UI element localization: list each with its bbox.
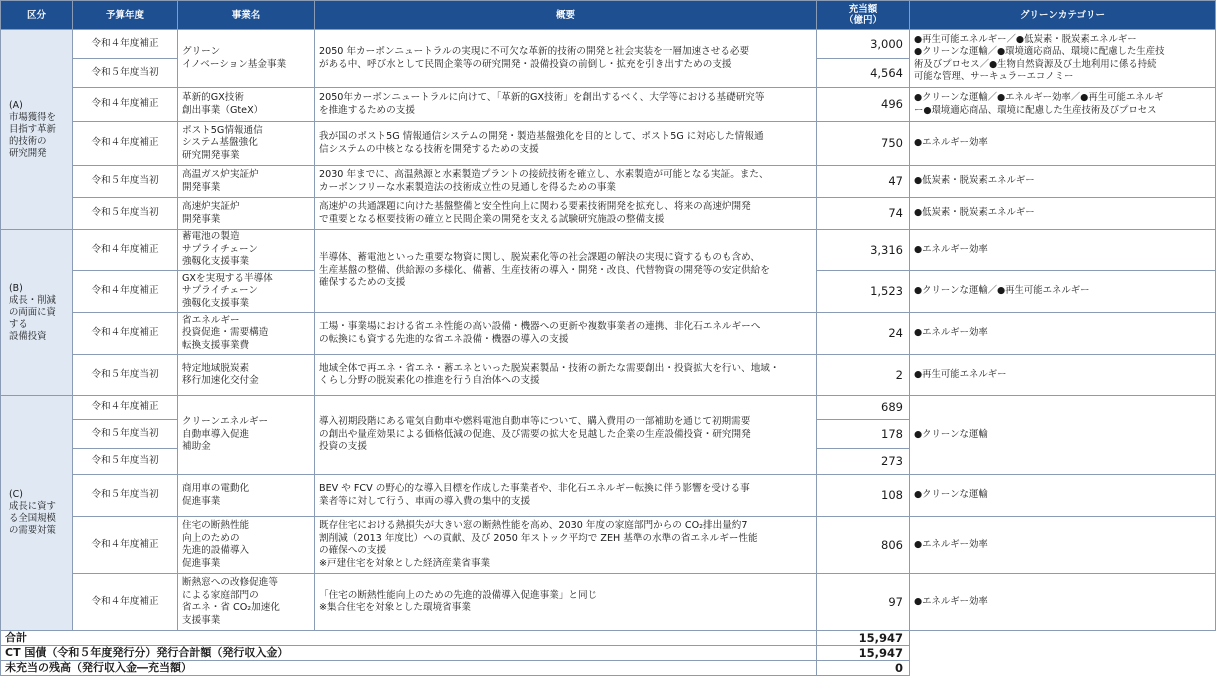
amount-cell: 108 [817, 475, 910, 517]
project-cell: クリーンエネルギー 自動車導入促進 補助金 [178, 396, 315, 475]
year-cell: 令和５年度当初 [73, 198, 178, 230]
table-row [1, 355, 1216, 396]
table-row [1, 88, 1216, 122]
unallocated-amount: 0 [817, 661, 910, 676]
amount-cell: 178 [817, 420, 910, 449]
table-row [1, 230, 1216, 271]
project-cell: GXを実現する半導体 サプライチェーン 強靱化支援事業 [178, 271, 315, 313]
issuance-total-label: CT 国債（令和５年度発行分）発行合計額（発行収入金） [1, 646, 817, 661]
category-c: (C) 成長に資す る全国規模 の需要対策 [1, 396, 73, 631]
amount-cell: 24 [817, 313, 910, 355]
project-cell: 商用車の電動化 促進事業 [178, 475, 315, 517]
summary-cell: 半導体、蓄電池といった重要な物資に関し、脱炭素化等の社会課題の解決の実現に資するものも含め、 生産基盤の整備、供給源の多様化、備蓄、生産技術の導入・開発・改良、代替物資の開発等の安定供給を 確保するための支援 [315, 230, 817, 313]
project-cell: 断熱窓への改修促進等 による家庭部門の 省エネ・省 CO₂加速化 支援事業 [178, 574, 315, 631]
category-a: (A) 市場獲得を 目指す革新 的技術の 研究開発 [1, 30, 73, 230]
green-category-cell: ●エネルギー効率 [910, 122, 1216, 166]
green-category-cell: ●クリーンな運輸／●エネルギー効率／●再生可能エネルギ ー●環境適応商品、環境に配慮した生産技術及びプロセス [910, 88, 1216, 122]
green-category-cell: ●再生可能エネルギー [910, 355, 1216, 396]
amount-cell: 4,564 [817, 59, 910, 88]
project-cell: 革新的GX技術 創出事業（GteX） [178, 88, 315, 122]
header-category: 区分 [1, 1, 73, 30]
project-cell: 省エネルギー 投資促進・需要構造 転換支援事業費 [178, 313, 315, 355]
green-category-cell: ●再生可能エネルギー／●低炭素・脱炭素エネルギー ●クリーンな運輸／●環境適応商品、環境に配慮した生産技 術及びプロセス／●生物自然資源及び土地利用に係る持続 可能な管理、サーキュラーエコノミー [910, 30, 1216, 88]
year-cell: 令和４年度補正 [73, 122, 178, 166]
table-row [1, 475, 1216, 517]
project-cell: グリーン イノベーション基金事業 [178, 30, 315, 88]
green-category-cell: ●エネルギー効率 [910, 517, 1216, 574]
year-cell: 令和５年度当初 [73, 420, 178, 449]
green-category-cell: ●クリーンな運輸 [910, 396, 1216, 475]
total-label: 合計 [1, 631, 817, 646]
year-cell: 令和４年度補正 [73, 574, 178, 631]
total-amount: 15,947 [817, 631, 910, 646]
issuance-total-row [1, 646, 1216, 661]
year-cell: 令和５年度当初 [73, 355, 178, 396]
summary-cell: 地域全体で再エネ・省エネ・蓄エネといった脱炭素製品・技術の新たな需要創出・投資拡大を行い、地域・ くらし分野の脱炭素化の推進を行う自治体への支援 [315, 355, 817, 396]
year-cell: 令和５年度当初 [73, 59, 178, 88]
green-category-cell: ●エネルギー効率 [910, 230, 1216, 271]
category-b: (B) 成長・削減 の両面に資 する 設備投資 [1, 230, 73, 396]
summary-cell: 高速炉の共通課題に向けた基盤整備と安全性向上に関わる要素技術開発を拡充し、将来の高速炉開発 で重要となる枢要技術の確立と民間企業の開発を支える試験研究施設の整備支援 [315, 198, 817, 230]
year-cell: 令和５年度当初 [73, 166, 178, 198]
header-amount: 充当額 （億円） [817, 1, 910, 30]
header-green: グリーンカテゴリー [910, 1, 1216, 30]
table-row [1, 574, 1216, 631]
header-summary: 概要 [315, 1, 817, 30]
amount-cell: 97 [817, 574, 910, 631]
table-row [1, 166, 1216, 198]
project-cell: 住宅の断熱性能 向上のための 先進的設備導入 促進事業 [178, 517, 315, 574]
green-category-cell: ●低炭素・脱炭素エネルギー [910, 166, 1216, 198]
year-cell: 令和５年度当初 [73, 449, 178, 475]
total-row [1, 631, 1216, 646]
year-cell: 令和４年度補正 [73, 271, 178, 313]
project-cell: 蓄電池の製造 サプライチェーン 強靱化支援事業 [178, 230, 315, 271]
year-cell: 令和４年度補正 [73, 517, 178, 574]
year-cell: 令和４年度補正 [73, 30, 178, 59]
header-project: 事業名 [178, 1, 315, 30]
amount-cell: 3,316 [817, 230, 910, 271]
summary-cell: 我が国のポスト5G 情報通信システムの開発・製造基盤強化を目的として、ポスト5G に対応した情報通 信システムの中核となる技術を開発するための支援 [315, 122, 817, 166]
year-cell: 令和４年度補正 [73, 230, 178, 271]
project-cell: 高温ガス炉実証炉 開発事業 [178, 166, 315, 198]
summary-cell: 工場・事業場における省エネ性能の高い設備・機器への更新や複数事業者の連携、非化石エネルギーへ の転換にも資する先進的な省エネ設備・機器の導入の支援 [315, 313, 817, 355]
summary-cell: 2050 年カーボンニュートラルの実現に不可欠な革新的技術の開発と社会実装を一層加速させる必要 がある中、呼び水として民間企業等の研究開発・設備投資の前倒し・拡充を引き出すための支援 [315, 30, 817, 88]
amount-cell: 1,523 [817, 271, 910, 313]
summary-cell: 導入初期段階にある電気自動車や燃料電池自動車等について、購入費用の一部補助を通じて初期需要 の創出や量産効果による価格低減の促進、及び需要の拡大を見越した企業の生産設備投資・研究開発 投資の支援 [315, 396, 817, 475]
amount-cell: 2 [817, 355, 910, 396]
amount-cell: 750 [817, 122, 910, 166]
summary-cell: 2030 年までに、高温熱源と水素製造プラントの接続技術を確立し、水素製造が可能となる実証。また、 カーボンフリーな水素製造法の技術成立性の見通しを得るための事業 [315, 166, 817, 198]
year-cell: 令和４年度補正 [73, 396, 178, 420]
green-category-cell: ●クリーンな運輸 [910, 475, 1216, 517]
project-cell: 特定地域脱炭素 移行加速化交付金 [178, 355, 315, 396]
amount-cell: 47 [817, 166, 910, 198]
unallocated-row [1, 661, 1216, 676]
year-cell: 令和５年度当初 [73, 475, 178, 517]
table-row [1, 198, 1216, 230]
header-year: 予算年度 [73, 1, 178, 30]
amount-cell: 3,000 [817, 30, 910, 59]
issuance-total-amount: 15,947 [817, 646, 910, 661]
green-category-cell: ●クリーンな運輸／●再生可能エネルギー [910, 271, 1216, 313]
header-row [1, 1, 1216, 30]
summary-cell: BEV や FCV の野心的な導入目標を作成した事業者や、非化石エネルギー転換に伴う影響を受ける事 業者等に対して行う、車両の導入費の集中的支援 [315, 475, 817, 517]
summary-cell: 既存住宅における熱損失が大きい窓の断熱性能を高め、2030 年度の家庭部門からの CO₂排出量約7 割削減（2013 年度比）への貢献、及び 2050 年ストック平均で ZEH 基準の水準の省エネルギー性能 の確保への支援 ※戸建住宅を対象とした経済産業省事業 [315, 517, 817, 574]
table-row [1, 517, 1216, 574]
table-row [1, 313, 1216, 355]
table-row [1, 30, 1216, 59]
amount-cell: 689 [817, 396, 910, 420]
green-category-cell: ●エネルギー効率 [910, 313, 1216, 355]
amount-cell: 74 [817, 198, 910, 230]
year-cell: 令和４年度補正 [73, 88, 178, 122]
unallocated-label: 未充当の残高（発行収入金―充当額） [1, 661, 817, 676]
project-cell: 高速炉実証炉 開発事業 [178, 198, 315, 230]
year-cell: 令和４年度補正 [73, 313, 178, 355]
table-row [1, 396, 1216, 420]
green-category-cell: ●エネルギー効率 [910, 574, 1216, 631]
summary-cell: 2050年カーボンニュートラルに向けて、「革新的GX技術」を創出するべく、大学等における基礎研究等 を推進するための支援 [315, 88, 817, 122]
green-category-cell: ●低炭素・脱炭素エネルギー [910, 198, 1216, 230]
table-row [1, 122, 1216, 166]
summary-cell: 「住宅の断熱性能向上のための先進的設備導入促進事業」と同じ ※集合住宅を対象とした環境省事業 [315, 574, 817, 631]
amount-cell: 273 [817, 449, 910, 475]
project-cell: ポスト5G情報通信 システム基盤強化 研究開発事業 [178, 122, 315, 166]
amount-cell: 806 [817, 517, 910, 574]
amount-cell: 496 [817, 88, 910, 122]
